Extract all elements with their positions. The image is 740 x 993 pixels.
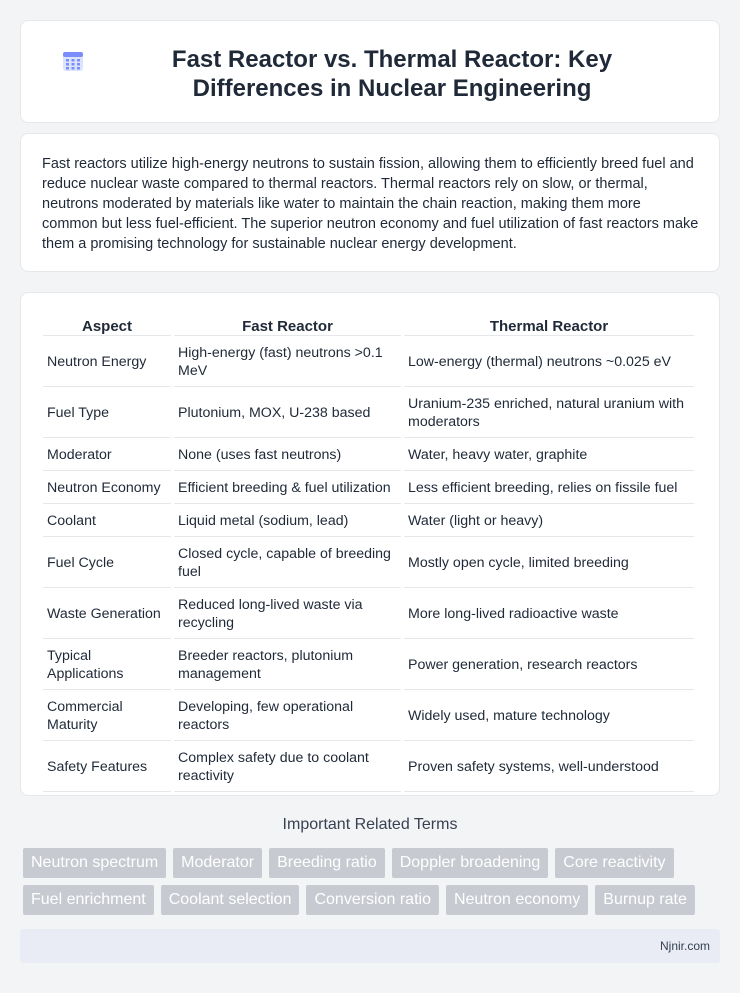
term-chip[interactable]: Neutron spectrum bbox=[23, 848, 166, 878]
comparison-table-card bbox=[20, 292, 720, 796]
table-cell: Water, heavy water, graphite bbox=[404, 440, 694, 471]
column-header-fast-reactor: Fast Reactor bbox=[174, 315, 401, 336]
term-chip[interactable]: Core reactivity bbox=[555, 848, 673, 878]
term-chip[interactable]: Coolant selection bbox=[161, 885, 300, 915]
table-cell: Moderator bbox=[43, 440, 171, 471]
related-terms-heading: Important Related Terms bbox=[282, 816, 458, 833]
table-cell: More long-lived radioactive waste bbox=[404, 590, 694, 639]
table-row bbox=[43, 539, 694, 588]
table-cell: Breeder reactors, plutonium management bbox=[174, 641, 401, 690]
table-cell: Efficient breeding & fuel utilization bbox=[174, 473, 401, 504]
table-cell: Waste Generation bbox=[43, 590, 171, 639]
column-header-aspect: Aspect bbox=[43, 315, 171, 336]
table-cell: Water (light or heavy) bbox=[404, 506, 694, 537]
table-cell: Coolant bbox=[43, 506, 171, 537]
comparison-table bbox=[40, 313, 697, 794]
table-cell: Widely used, mature technology bbox=[404, 692, 694, 741]
term-chip[interactable]: Breeding ratio bbox=[269, 848, 385, 878]
table-cell: Uranium-235 enriched, natural uranium with moderators bbox=[404, 389, 694, 438]
term-chip[interactable]: Burnup rate bbox=[595, 885, 695, 915]
table-row bbox=[43, 743, 694, 792]
term-chip[interactable]: Conversion ratio bbox=[306, 885, 439, 915]
table-row bbox=[43, 338, 694, 387]
intro-card bbox=[20, 133, 720, 272]
footer bbox=[20, 929, 720, 963]
table-cell: Fuel Cycle bbox=[43, 539, 171, 588]
table-row bbox=[43, 389, 694, 438]
table-cell: Commercial Maturity bbox=[43, 692, 171, 741]
table-row bbox=[43, 440, 694, 471]
related-terms-list bbox=[23, 848, 723, 922]
table-row bbox=[43, 590, 694, 639]
table-cell: Power generation, research reactors bbox=[404, 641, 694, 690]
table-cell: Closed cycle, capable of breeding fuel bbox=[174, 539, 401, 588]
term-chip[interactable]: Moderator bbox=[173, 848, 262, 878]
table-row bbox=[43, 641, 694, 690]
table-cell: Neutron Energy bbox=[43, 338, 171, 387]
table-cell: None (uses fast neutrons) bbox=[174, 440, 401, 471]
table-row bbox=[43, 506, 694, 537]
table-cell: Mostly open cycle, limited breeding bbox=[404, 539, 694, 588]
title-card bbox=[20, 20, 720, 123]
table-cell: Less efficient breeding, relies on fissile fuel bbox=[404, 473, 694, 504]
table-cell: Reduced long-lived waste via recycling bbox=[174, 590, 401, 639]
table-cell: Liquid metal (sodium, lead) bbox=[174, 506, 401, 537]
related-terms-row bbox=[23, 885, 723, 915]
table-cell: Low-energy (thermal) neutrons ~0.025 eV bbox=[404, 338, 694, 387]
footer-site-name[interactable]: Njnir.com bbox=[659, 939, 710, 953]
table-cell: Proven safety systems, well-understood bbox=[404, 743, 694, 792]
term-chip[interactable]: Fuel enrichment bbox=[23, 885, 154, 915]
term-chip[interactable]: Doppler broadening bbox=[392, 848, 549, 878]
intro-paragraph: Fast reactors utilize high-energy neutrons to sustain fission, allowing them to efficiently breed fuel and reduce nuclear waste compared to thermal reactors. Thermal reactors rely on slow, or thermal, neutrons moderated by materials like water to maintain the chain reaction, making them more common but less fuel-efficient. The superior neutron economy and fuel utilization of fast reactors make them a promising technology for sustainable nuclear energy development. bbox=[42, 156, 699, 252]
table-cell: Neutron Economy bbox=[43, 473, 171, 504]
calendar-grid-icon bbox=[61, 49, 85, 73]
table-row bbox=[43, 473, 694, 504]
table-cell: Plutonium, MOX, U-238 based bbox=[174, 389, 401, 438]
table-cell: Typical Applications bbox=[43, 641, 171, 690]
table-row bbox=[43, 692, 694, 741]
related-terms-row bbox=[23, 848, 723, 878]
term-chip[interactable]: Neutron economy bbox=[446, 885, 588, 915]
table-header-row bbox=[43, 315, 694, 336]
table-cell: Developing, few operational reactors bbox=[174, 692, 401, 741]
table-cell: Safety Features bbox=[43, 743, 171, 792]
table-cell: High-energy (fast) neutrons >0.1 MeV bbox=[174, 338, 401, 387]
page-title: Fast Reactor vs. Thermal Reactor: Key Differences in Nuclear Engineering bbox=[171, 46, 613, 102]
table-cell: Complex safety due to coolant reactivity bbox=[174, 743, 401, 792]
table-cell: Fuel Type bbox=[43, 389, 171, 438]
column-header-thermal-reactor: Thermal Reactor bbox=[404, 315, 694, 336]
